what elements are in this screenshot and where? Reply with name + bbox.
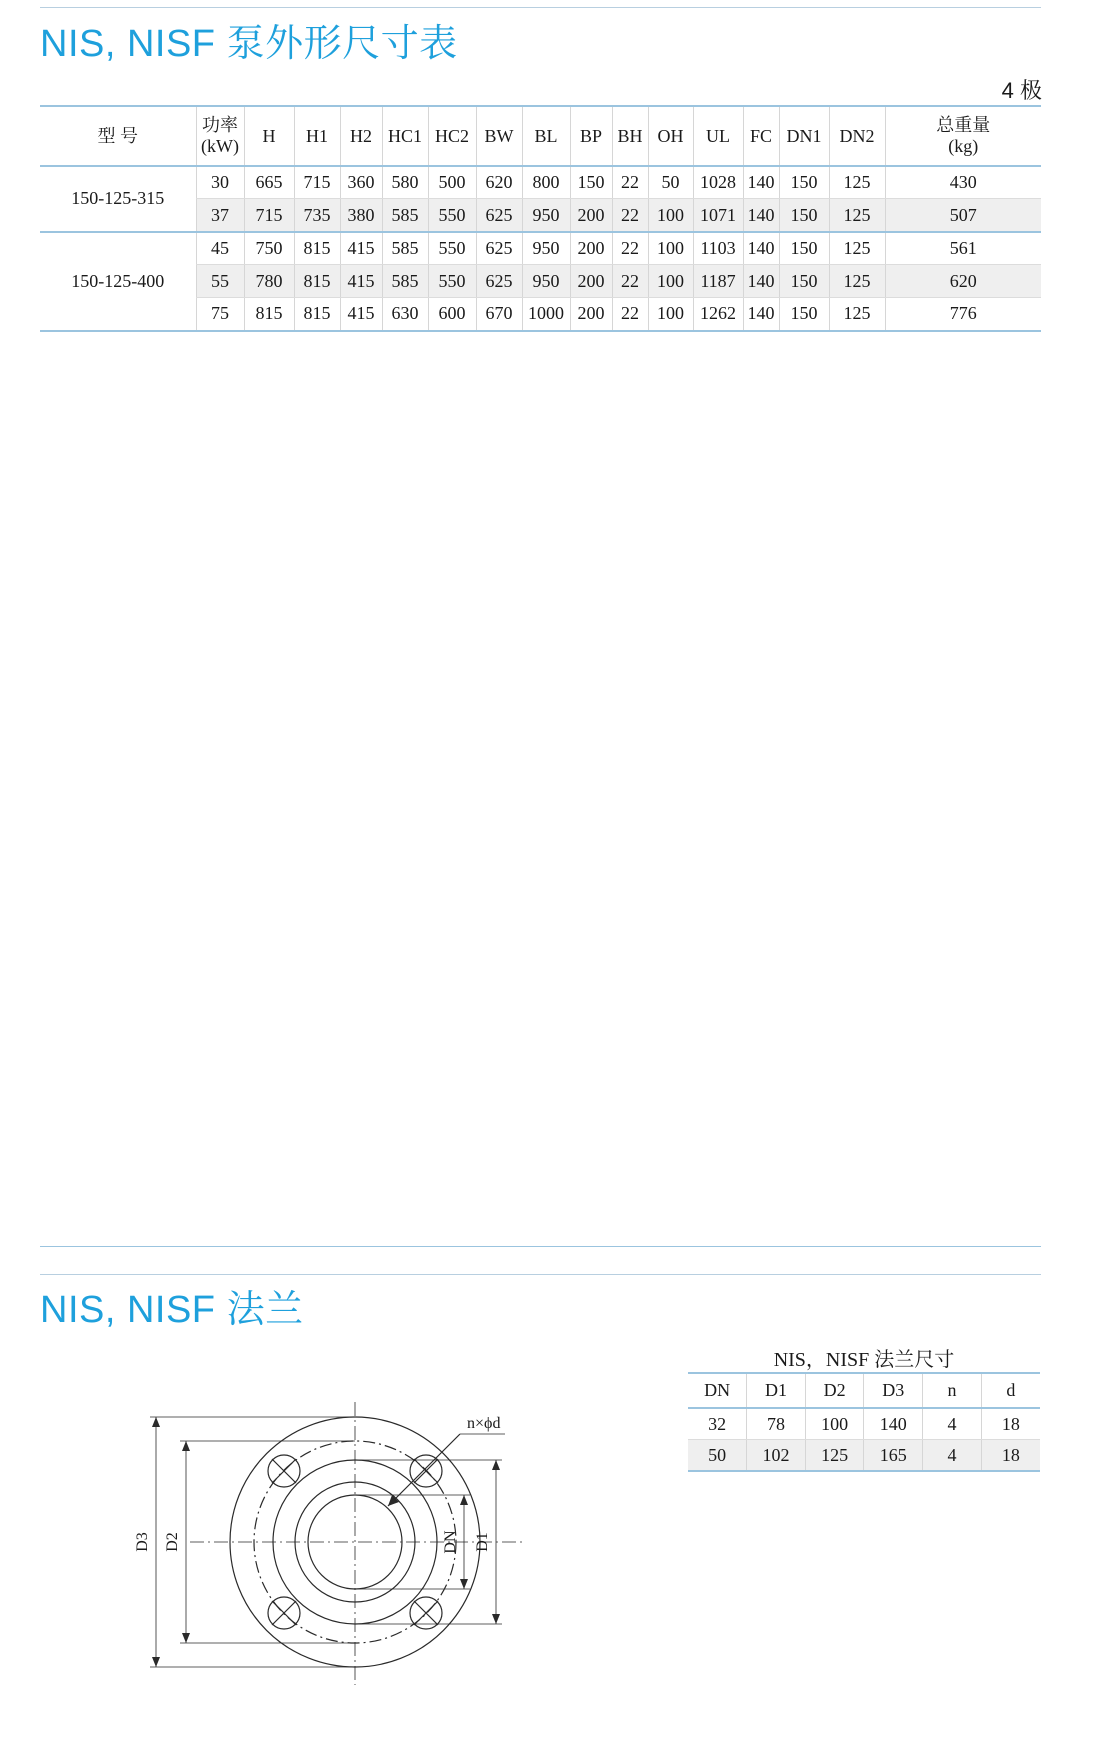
table-cell: 561 — [885, 232, 1041, 265]
table-cell: 815 — [294, 265, 340, 298]
dimensions-table — [40, 105, 1041, 332]
table-cell: 750 — [244, 232, 294, 265]
flange-header-n: n — [923, 1373, 982, 1408]
table-cell: 625 — [476, 199, 522, 232]
table-cell: 580 — [382, 166, 428, 199]
table-cell: 815 — [244, 298, 294, 331]
table-cell: 22 — [612, 265, 648, 298]
table-cell: 125 — [829, 265, 885, 298]
table-cell: 360 — [340, 166, 382, 199]
table-cell: 780 — [244, 265, 294, 298]
table-cell: 500 — [428, 166, 476, 199]
header-bh: BH — [612, 106, 648, 166]
model-cell: 150-125-400 — [40, 232, 196, 331]
table-cell: 550 — [428, 232, 476, 265]
table-cell: 715 — [294, 166, 340, 199]
table-row — [40, 166, 1041, 199]
pole-label: 4 极 — [1001, 78, 1042, 103]
table-cell: 37 — [196, 199, 244, 232]
table-cell: 75 — [196, 298, 244, 331]
header-bp: BP — [570, 106, 612, 166]
flange-header-row — [688, 1373, 1040, 1408]
table-cell: 735 — [294, 199, 340, 232]
table-cell: 1187 — [693, 265, 743, 298]
table-cell: 550 — [428, 199, 476, 232]
flange-cell: 18 — [981, 1408, 1040, 1440]
table-cell: 1103 — [693, 232, 743, 265]
header-bw: BW — [476, 106, 522, 166]
table-cell: 45 — [196, 232, 244, 265]
table-cell: 950 — [522, 265, 570, 298]
table-cell: 200 — [570, 199, 612, 232]
table-cell: 30 — [196, 166, 244, 199]
table-cell: 815 — [294, 232, 340, 265]
table-cell: 55 — [196, 265, 244, 298]
table-cell: 125 — [829, 199, 885, 232]
table-cell: 150 — [779, 298, 829, 331]
flange-table-title: NIS，NISF 法兰尺寸 — [773, 1349, 955, 1371]
table-cell: 430 — [885, 166, 1041, 199]
table-cell: 140 — [743, 232, 779, 265]
table-cell: 150 — [570, 166, 612, 199]
table-row — [40, 232, 1041, 265]
flange-header-d: d — [981, 1373, 1040, 1408]
flange-cell: 140 — [864, 1408, 923, 1440]
table-cell: 1071 — [693, 199, 743, 232]
table-cell: 815 — [294, 298, 340, 331]
model-cell: 150-125-315 — [40, 166, 196, 232]
table-cell: 585 — [382, 265, 428, 298]
table-cell: 415 — [340, 232, 382, 265]
table-cell: 415 — [340, 298, 382, 331]
header-h2: H2 — [340, 106, 382, 166]
flange-cell: 4 — [923, 1440, 982, 1472]
table-cell: 1028 — [693, 166, 743, 199]
table-cell: 200 — [570, 232, 612, 265]
flange-cell: 32 — [688, 1408, 747, 1440]
flange-cell: 78 — [747, 1408, 806, 1440]
table-cell: 715 — [244, 199, 294, 232]
flange-header-d3: D3 — [864, 1373, 923, 1408]
flange-cell: 18 — [981, 1440, 1040, 1472]
table-cell: 380 — [340, 199, 382, 232]
table-cell: 1000 — [522, 298, 570, 331]
header-hc1: HC1 — [382, 106, 428, 166]
table-header-row — [40, 106, 1041, 166]
flange-header-d1: D1 — [747, 1373, 806, 1408]
flange-table-body — [688, 1408, 1040, 1471]
table-cell: 1262 — [693, 298, 743, 331]
table-cell: 22 — [612, 298, 648, 331]
table-cell: 670 — [476, 298, 522, 331]
table-cell: 100 — [648, 265, 693, 298]
table-cell: 550 — [428, 265, 476, 298]
table-cell: 200 — [570, 265, 612, 298]
table-cell: 22 — [612, 166, 648, 199]
flange-table — [688, 1372, 1040, 1472]
table-cell: 100 — [648, 232, 693, 265]
table-cell: 625 — [476, 265, 522, 298]
table-cell: 585 — [382, 232, 428, 265]
table-cell: 776 — [885, 298, 1041, 331]
table-cell: 600 — [428, 298, 476, 331]
section-divider — [40, 1246, 1041, 1247]
title-divider — [40, 7, 1041, 8]
table-cell: 585 — [382, 199, 428, 232]
label-d1: D1 — [474, 1532, 491, 1552]
header-model: 型 号 — [40, 106, 196, 166]
header-bl: BL — [522, 106, 570, 166]
table-cell: 620 — [476, 166, 522, 199]
label-n-phi-d: n×ϕd — [467, 1415, 501, 1432]
dimensions-table-body — [40, 166, 1041, 331]
flange-cell: 4 — [923, 1408, 982, 1440]
table-cell: 140 — [743, 298, 779, 331]
label-d3: D3 — [134, 1532, 151, 1552]
flange-diagram — [130, 1380, 580, 1725]
page-title: NIS, NISF 泵外形尺寸表 — [40, 23, 458, 65]
table-cell: 100 — [648, 199, 693, 232]
table-cell: 150 — [779, 166, 829, 199]
flange-cell: 165 — [864, 1440, 923, 1472]
flange-header-dn: DN — [688, 1373, 747, 1408]
flange-cell: 100 — [805, 1408, 864, 1440]
header-power: 功率 (kW) — [196, 106, 244, 166]
table-cell: 125 — [829, 232, 885, 265]
header-h1: H1 — [294, 106, 340, 166]
flange-row — [688, 1440, 1040, 1472]
table-cell: 665 — [244, 166, 294, 199]
header-fc: FC — [743, 106, 779, 166]
table-cell: 150 — [779, 232, 829, 265]
label-d2: D2 — [164, 1532, 181, 1552]
header-weight: 总重量 (kg) — [885, 106, 1041, 166]
table-cell: 200 — [570, 298, 612, 331]
table-cell: 630 — [382, 298, 428, 331]
table-cell: 150 — [779, 265, 829, 298]
table-cell: 140 — [743, 265, 779, 298]
table-cell: 950 — [522, 232, 570, 265]
table-cell: 22 — [612, 199, 648, 232]
header-dn1: DN1 — [779, 106, 829, 166]
table-cell: 620 — [885, 265, 1041, 298]
flange-cell: 125 — [805, 1440, 864, 1472]
table-cell: 100 — [648, 298, 693, 331]
table-cell: 125 — [829, 166, 885, 199]
table-cell: 950 — [522, 199, 570, 232]
flange-header-d2: D2 — [805, 1373, 864, 1408]
header-oh: OH — [648, 106, 693, 166]
table-cell: 125 — [829, 298, 885, 331]
header-ul: UL — [693, 106, 743, 166]
flange-row — [688, 1408, 1040, 1440]
table-cell: 625 — [476, 232, 522, 265]
header-dn2: DN2 — [829, 106, 885, 166]
table-cell: 800 — [522, 166, 570, 199]
header-hc2: HC2 — [428, 106, 476, 166]
header-h: H — [244, 106, 294, 166]
table-cell: 22 — [612, 232, 648, 265]
table-cell: 150 — [779, 199, 829, 232]
table-cell: 140 — [743, 199, 779, 232]
table-cell: 50 — [648, 166, 693, 199]
table-cell: 140 — [743, 166, 779, 199]
section-divider-2 — [40, 1274, 1041, 1275]
flange-section-title: NIS, NISF 法兰 — [40, 1289, 304, 1331]
table-cell: 507 — [885, 199, 1041, 232]
flange-cell: 102 — [747, 1440, 806, 1472]
label-dn: DN — [442, 1530, 459, 1554]
flange-cell: 50 — [688, 1440, 747, 1472]
table-cell: 415 — [340, 265, 382, 298]
